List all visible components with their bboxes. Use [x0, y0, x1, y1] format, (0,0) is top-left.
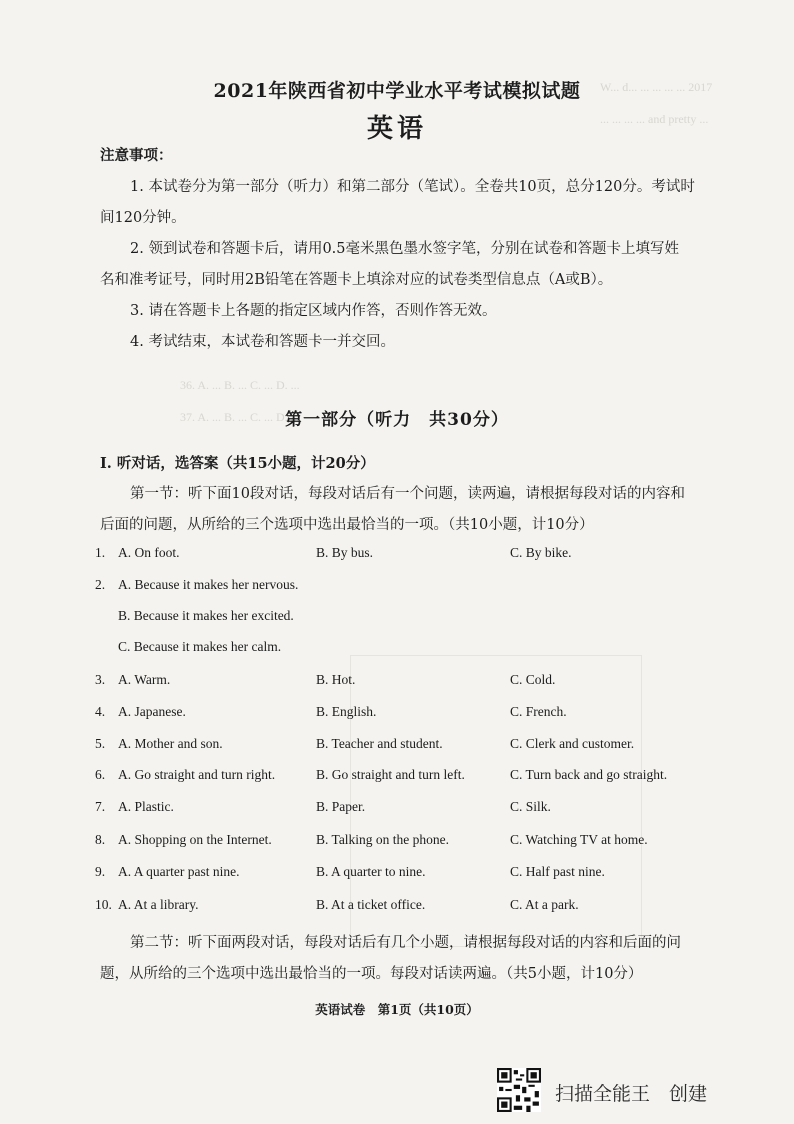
option-b: B. Hot.	[316, 672, 356, 687]
option-a: A. Japanese.	[118, 704, 186, 719]
option-a: A. A quarter past nine.	[118, 864, 240, 879]
note-line: 4. 考试结束，本试卷和答题卡一并交回。	[130, 334, 395, 350]
show-through-text: W... d... ... ... ... ... 2017	[600, 80, 713, 94]
question-number: 2.	[95, 577, 106, 592]
show-through-text: 37. A. ... B. ... C. ... D. ...	[180, 410, 300, 424]
option-c: C. Because it makes her calm.	[118, 639, 282, 654]
option-a: A. At a library.	[118, 897, 199, 912]
note-line: 3. 请在答题卡上各题的指定区域内作答，否则作答无效。	[130, 303, 497, 319]
note-line: 间120分钟。	[100, 210, 186, 226]
instruction-line: 第一节：听下面10段对话，每段对话后有一个问题，读两遍，请根据每段对话的内容和	[130, 486, 685, 502]
option-c: C. By bike.	[510, 545, 572, 560]
note-line: 1. 本试卷分为第一部分（听力）和第二部分（笔试）。全卷共10页，总分120分。考试时	[130, 179, 695, 195]
question-number: 5.	[95, 736, 106, 751]
option-b: B. By bus.	[316, 545, 374, 560]
option-c: C. Half past nine.	[510, 864, 605, 879]
question-number: 10.	[95, 897, 112, 912]
qr-code-icon	[497, 1068, 541, 1112]
option-a: A. Shopping on the Internet.	[118, 832, 272, 847]
part-heading: Ⅰ. 听对话，选答案（共15小题，计20分）	[100, 455, 375, 472]
option-c: C. Silk.	[510, 799, 551, 814]
option-b: B. Because it makes her excited.	[118, 608, 294, 623]
question-number: 9.	[95, 864, 106, 879]
option-b: B. Teacher and student.	[316, 736, 443, 751]
note-line: 名和准考证号，同时用2B铅笔在答题卡上填涂对应的试卷类型信息点（A或B）。	[100, 272, 613, 288]
note-line: 2. 领到试卷和答题卡后，请用0.5毫米黑色墨水签字笔，分别在试卷和答题卡上填写姓	[130, 241, 680, 257]
option-c: C. French.	[510, 704, 567, 719]
show-through-text: ... ... ... ... and pretty ...	[600, 112, 709, 126]
option-b: B. English.	[316, 704, 377, 719]
notes-heading: 注意事项：	[100, 147, 173, 164]
instruction-line: 第二节：听下面两段对话，每段对话后有几个小题，请根据每段对话的内容和后面的问	[130, 935, 681, 951]
show-through-text: 36. A. ... B. ... C. ... D. ...	[180, 378, 300, 392]
subject-title: 英语	[366, 114, 427, 144]
instruction-line: 后面的问题，从所给的三个选项中选出最恰当的一项。（共10小题，计10分）	[100, 517, 594, 533]
page-footer: 英语试卷 第1页（共10页）	[315, 1002, 479, 1017]
option-a: A. Plastic.	[118, 799, 174, 814]
option-b: B. A quarter to nine.	[316, 864, 426, 879]
question-number: 1.	[95, 545, 106, 560]
scanner-watermark: 扫描全能王 创建	[555, 1083, 708, 1105]
question-number: 3.	[95, 672, 106, 687]
question-number: 8.	[95, 832, 106, 847]
option-b: B. At a ticket office.	[316, 897, 426, 912]
option-b: B. Paper.	[316, 799, 366, 814]
option-b: B. Go straight and turn left.	[316, 767, 465, 782]
option-c: C. Turn back and go straight.	[510, 767, 668, 782]
option-c: C. At a park.	[510, 897, 579, 912]
option-a: A. Mother and son.	[118, 736, 223, 751]
option-a: A. Because it makes her nervous.	[118, 577, 299, 592]
exam-title: 2021年陕西省初中学业水平考试模拟试题	[213, 80, 581, 102]
instruction-line: 题，从所给的三个选项中选出最恰当的一项。每段对话读两遍。（共5小题，计10分）	[100, 966, 643, 982]
option-a: A. Go straight and turn right.	[118, 767, 276, 782]
option-c: C. Clerk and customer.	[510, 736, 635, 751]
section-heading: 第一部分（听力 共30分）	[285, 410, 509, 430]
question-number: 6.	[95, 767, 106, 782]
option-a: A. Warm.	[118, 672, 171, 687]
option-b: B. Talking on the phone.	[316, 832, 450, 847]
question-number: 7.	[95, 799, 106, 814]
option-c: C. Cold.	[510, 672, 556, 687]
option-a: A. On foot.	[118, 545, 180, 560]
question-number: 4.	[95, 704, 106, 719]
option-c: C. Watching TV at home.	[510, 832, 648, 847]
